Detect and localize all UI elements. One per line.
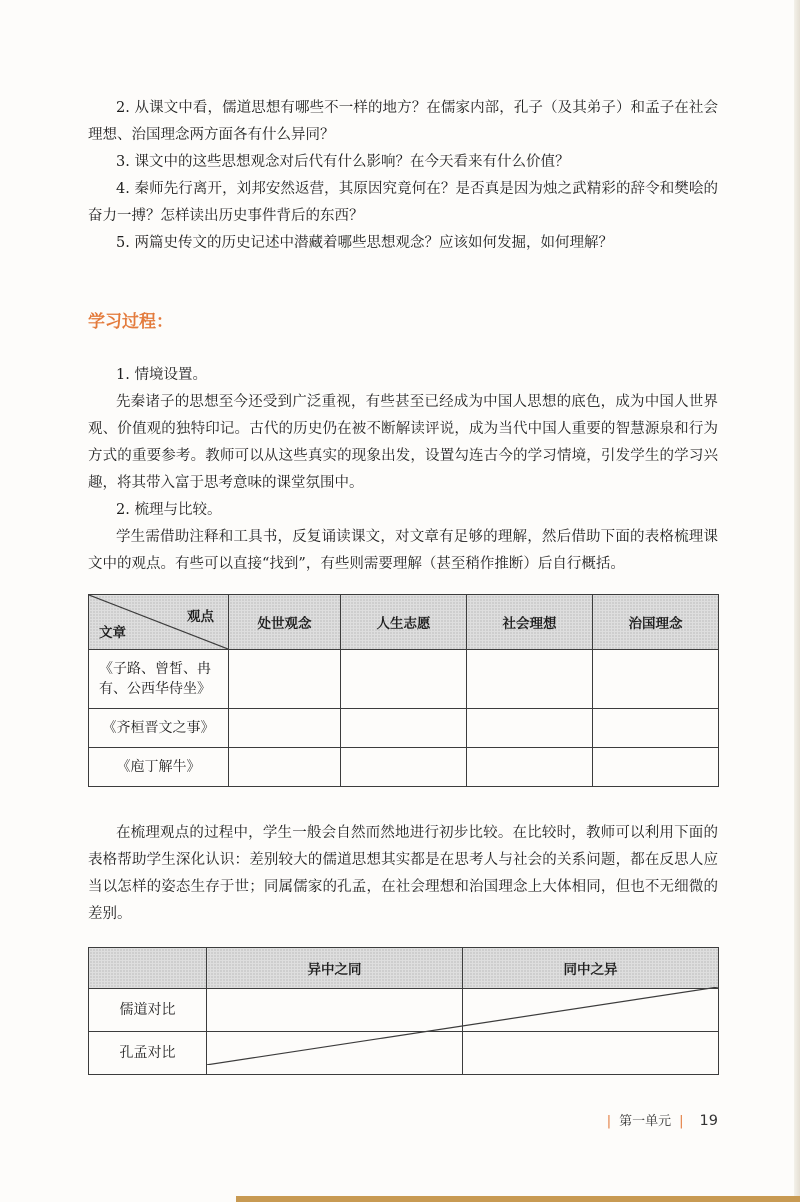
row-label-confucian-daoist: 儒道对比 [89, 989, 207, 1032]
step2-title: 2. 梳理与比较。 [116, 502, 222, 518]
table-row [89, 709, 719, 748]
table-row [89, 748, 719, 787]
question-2: 2. 从课文中看，儒道思想有哪些不一样的地方？在儒家内部，孔子（及其弟子）和孟子在社会理想、治国理念两方面各有什么异同？ [88, 100, 718, 143]
page-edge-shadow [794, 0, 800, 1202]
viewpoint-table-header-row [89, 595, 719, 650]
step1-title: 1. 情境设置。 [116, 367, 207, 383]
table-cell [463, 989, 719, 1032]
section-title-learning-process: 学习过程： [88, 312, 173, 332]
column-header-social-ideal: 社会理想 [467, 595, 593, 650]
question-5: 5. 两篇史传文的历史记述中潜藏着哪些思想观念？应该如何发掘，如何理解？ [116, 235, 613, 251]
table-cell [467, 650, 593, 709]
comparison-paragraph: 在梳理观点的过程中，学生一般会自然而然地进行初步比较。在比较时，教师可以利用下面的表格帮助学生深化认识：差别较大的儒道思想其实都是在思考人与社会的关系问题，都在反思人应当以怎样的姿态生存于世；同属儒家的孔孟，在社会理想和治国理念上大体相同，但也不无细微的差别。 [88, 825, 718, 922]
corner-label-viewpoint: 观点 [187, 609, 214, 625]
table-cell [463, 1032, 719, 1075]
table-cell [229, 709, 341, 748]
table-cell [341, 650, 467, 709]
footer-separator: | [679, 1114, 684, 1129]
page-footer [599, 1110, 718, 1129]
viewpoint-table-corner [89, 595, 229, 650]
table-cell [593, 709, 719, 748]
column-header-worldly-attitude: 处世观念 [229, 595, 341, 650]
question-3: 3. 课文中的这些思想观念对后代有什么影响？在今天看来有什么价值？ [116, 154, 570, 170]
column-header-difference-in-similarity: 同中之异 [463, 948, 719, 989]
table-cell [593, 650, 719, 709]
comparison-table-header-row [89, 948, 719, 989]
table-cell [229, 650, 341, 709]
row-label-paoding: 《庖丁解牛》 [89, 748, 229, 787]
table-row [89, 650, 719, 709]
book-spine-strip [236, 1196, 800, 1202]
column-header-life-aspiration: 人生志愿 [341, 595, 467, 650]
corner-label-article: 文章 [99, 625, 126, 641]
row-label-shizuo: 《子路、曾皙、冉有、公西华侍坐》 [89, 650, 229, 709]
table-row [89, 1032, 719, 1075]
footer-separator: | [606, 1114, 612, 1129]
page-number: 19 [699, 1113, 718, 1129]
column-header-governance-concept: 治国理念 [593, 595, 719, 650]
column-header-similarity-in-difference: 异中之同 [207, 948, 463, 989]
question-4: 4. 秦师先行离开，刘邦安然返营，其原因究竟何在？是否真是因为烛之武精彩的辞令和樊哙的奋力一搏？怎样读出历史事件背后的东西？ [88, 181, 718, 224]
table-cell [467, 709, 593, 748]
table-row [89, 989, 719, 1032]
comparison-table-corner [89, 948, 207, 989]
table-cell [207, 1032, 463, 1075]
step2-body: 学生需借助注释和工具书，反复诵读课文，对文章有足够的理解，然后借助下面的表格梳理课文中的观点。有些可以直接“找到”，有些则需要理解（甚至稍作推断）后自行概括。 [88, 529, 718, 572]
table-cell [207, 989, 463, 1032]
table-cell [341, 748, 467, 787]
row-label-confucius-mencius: 孔孟对比 [89, 1032, 207, 1075]
comparison-table [88, 947, 719, 1075]
row-label-qihuan: 《齐桓晋文之事》 [89, 709, 229, 748]
viewpoint-table [88, 594, 719, 787]
table-cell [467, 748, 593, 787]
footer-unit-label: 第一单元 [619, 1114, 672, 1129]
step1-body: 先秦诸子的思想至今还受到广泛重视，有些甚至已经成为中国人思想的底色，成为中国人世界观、价值观的独特印记。古代的历史仍在被不断解读评说，成为当代中国人重要的智慧源泉和行为方式的重要参考。教师可以从这些真实的现象出发，设置勾连古今的学习情境，引发学生的学习兴趣，将其带入富于思考意味的课堂氛围中。 [88, 394, 718, 491]
table-cell [593, 748, 719, 787]
table-cell [229, 748, 341, 787]
table-cell [341, 709, 467, 748]
